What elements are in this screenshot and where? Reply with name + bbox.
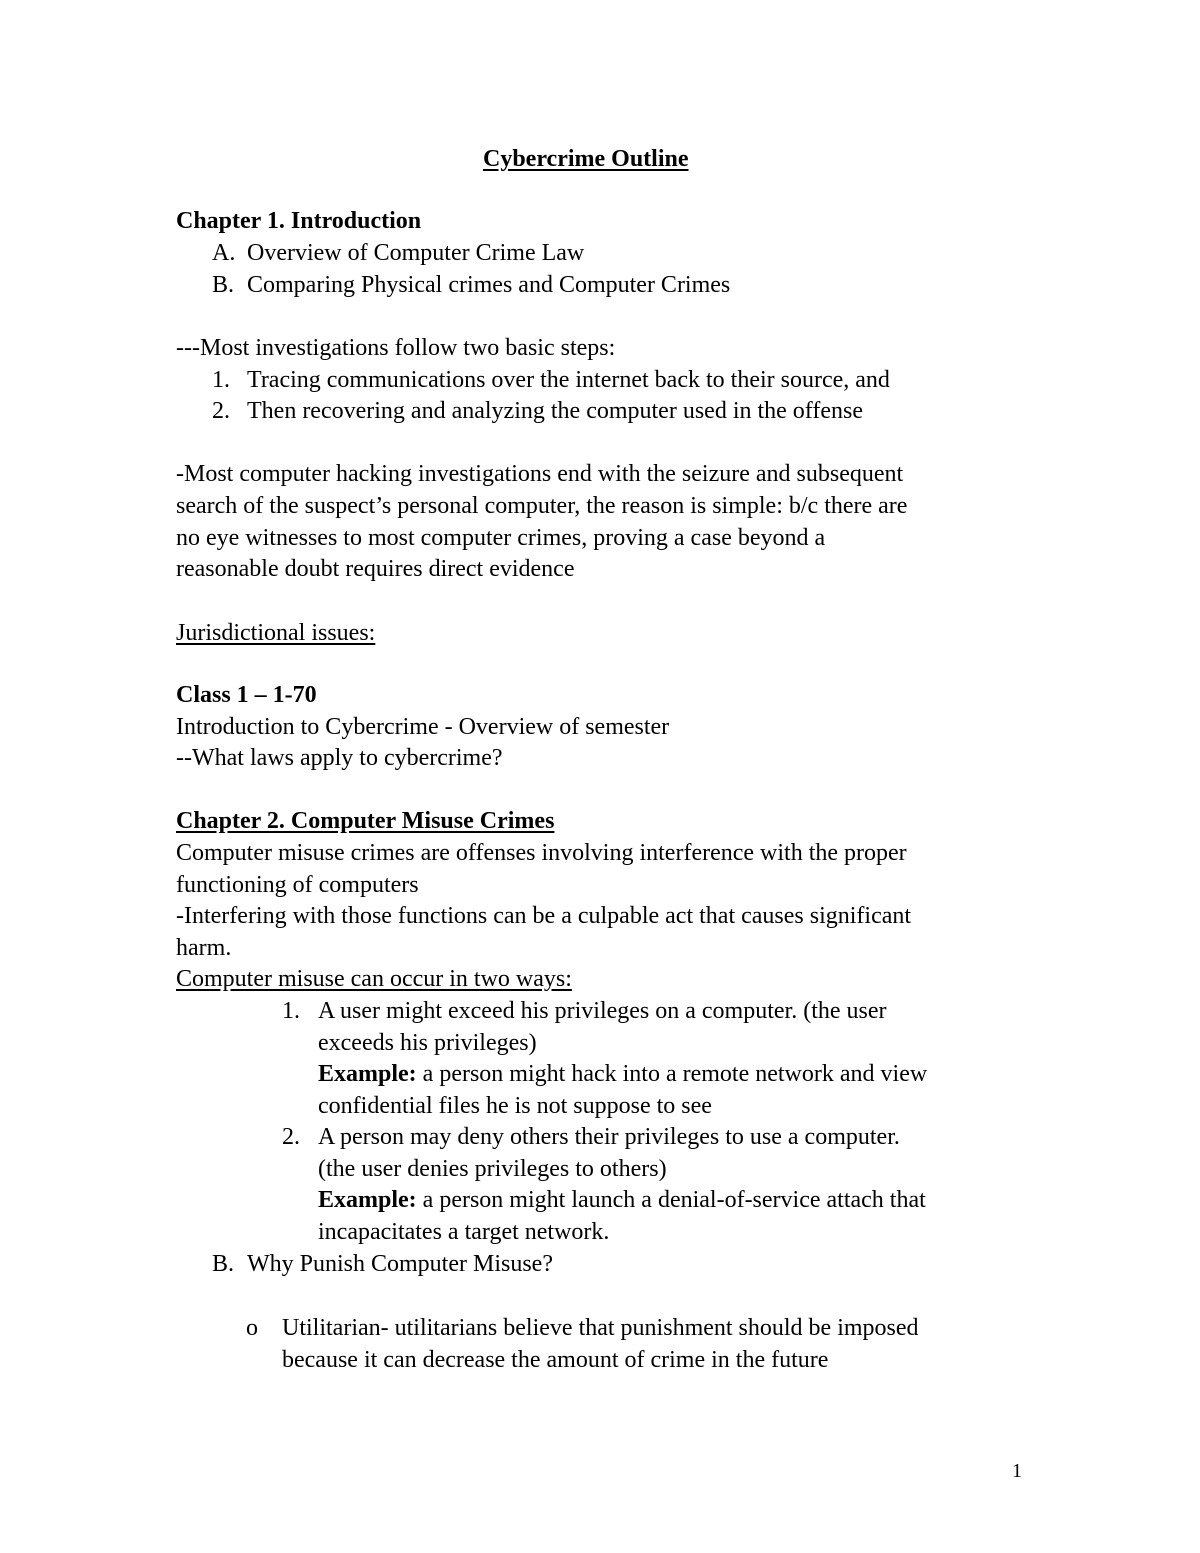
investigations-step2-marker: 2. (212, 398, 230, 424)
misuse-way1-line: A user might exceed his privileges on a computer. (the user (318, 998, 887, 1024)
misuse-way1-marker: 1. (282, 998, 300, 1024)
example-label: Example: (318, 1061, 417, 1087)
chapter1-item-b-marker: B. (212, 272, 235, 298)
chapter1-item-a-marker: A. (212, 240, 236, 266)
hacking-paragraph-line: no eye witnesses to most computer crimes, proving a case beyond a (176, 525, 826, 551)
chapter2-item-b-marker: B. (212, 1251, 235, 1277)
page-number: 1 (1012, 1460, 1022, 1482)
investigations-step2-text: Then recovering and analyzing the computer used in the offense (247, 398, 863, 424)
class1-heading: Class 1 – 1-70 (176, 682, 317, 708)
misuse-way1-example (318, 1058, 927, 1090)
misuse-way2-example (318, 1184, 926, 1216)
utilitarian-line: Utilitarian- utilitarians believe that punishment should be imposed (282, 1315, 919, 1341)
misuse-way1-example-line: confidential files he is not suppose to see (318, 1093, 712, 1119)
class1-line: Introduction to Cybercrime - Overview of semester (176, 714, 670, 740)
misuse-way2-line: (the user denies privileges to others) (318, 1156, 667, 1182)
chapter2-harm-line: -Interfering with those functions can be a culpable act that causes significant (176, 903, 912, 929)
hacking-paragraph-line: -Most computer hacking investigations end with the seizure and subsequent (176, 461, 904, 487)
investigations-intro: ---Most investigations follow two basic steps: (176, 335, 616, 361)
chapter2-harm-line: harm. (176, 935, 232, 961)
hacking-paragraph-line: search of the suspect’s personal computer, the reason is simple: b/c there are (176, 493, 908, 519)
chapter2-definition-line: Computer misuse crimes are offenses involving interference with the proper (176, 840, 907, 866)
misuse-way1-line: exceeds his privileges) (318, 1030, 537, 1056)
chapter1-item-a-text: Overview of Computer Crime Law (247, 240, 585, 266)
example-label: Example: (318, 1187, 417, 1213)
example-text: a person might hack into a remote network and view (416, 1061, 928, 1087)
misuse-way2-marker: 2. (282, 1124, 300, 1150)
jurisdictional-heading: Jurisdictional issues: (176, 620, 376, 646)
misuse-ways-heading: Computer misuse can occur in two ways: (176, 966, 572, 992)
utilitarian-line: because it can decrease the amount of crime in the future (282, 1347, 829, 1373)
document-title: Cybercrime Outline (483, 146, 689, 172)
class1-line: --What laws apply to cybercrime? (176, 745, 503, 771)
chapter2-heading: Chapter 2. Computer Misuse Crimes (176, 808, 555, 834)
hacking-paragraph-line: reasonable doubt requires direct evidence (176, 556, 575, 582)
misuse-way2-line: A person may deny others their privileges to use a computer. (318, 1124, 900, 1150)
investigations-step1-marker: 1. (212, 367, 230, 393)
chapter2-definition-line: functioning of computers (176, 872, 419, 898)
bullet-marker: o (246, 1315, 258, 1341)
chapter1-item-b-text: Comparing Physical crimes and Computer Crimes (247, 272, 731, 298)
example-text: a person might launch a denial-of-service attach that (416, 1187, 926, 1213)
misuse-way2-example-line: incapacitates a target network. (318, 1219, 610, 1245)
investigations-step1-text: Tracing communications over the internet back to their source, and (247, 367, 890, 393)
chapter1-heading: Chapter 1. Introduction (176, 208, 422, 234)
chapter2-item-b-text: Why Punish Computer Misuse? (247, 1251, 553, 1277)
